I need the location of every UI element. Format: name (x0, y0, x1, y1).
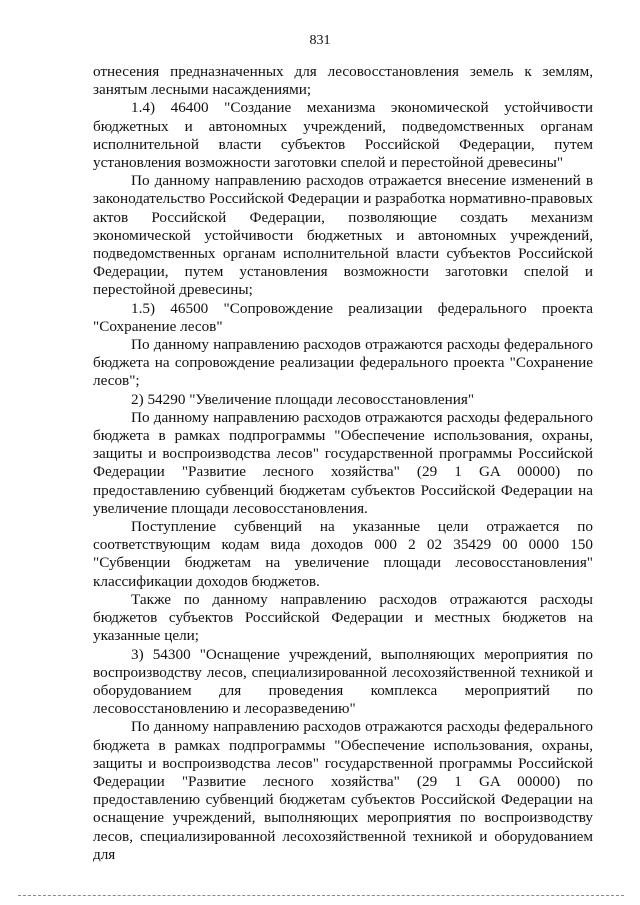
paragraph-item-2-description: По данному направлению расходов отражаются расходы федерального бюджета в рамках подпрограммы "Обеспечение использования, охраны, защиты и воспроизводства лесов" государственной программы Российской Федерации "Развитие лесного хозяйства" (29 1 GA 00000) по предоставлению субвенций бюджетам субъектов Российской Федерации на увеличение площади лесовосстановления. (93, 408, 593, 517)
paragraph-item-2-revenue: Поступление субвенций на указанные цели отражается по соответствующим кодам вида доходов 000 2 02 35429 00 0000 150 "Субвенции бюджетам на увеличение площади лесовосстановления" классификации доходов бюджетов. (93, 518, 593, 590)
page-number: 831 (309, 33, 331, 48)
paragraph-item-2-also: Также по данному направлению расходов отражаются расходы бюджетов субъектов Российской Федерации и местных бюджетов на указанные цели; (93, 590, 593, 645)
paragraph-item-2-heading: 2) 54290 "Увеличение площади лесовосстановления" (131, 390, 475, 408)
document-body (93, 63, 593, 864)
paragraph-continuation: отнесения предназначенных для лесовосстановления земель к землям, занятым лесными насаждениями; (93, 63, 593, 99)
paragraph-item-1-5-heading: 1.5) 46500 "Сопровождение реализации федерального проекта "Сохранение лесов" (93, 299, 593, 335)
scan-edge-line (18, 895, 624, 896)
paragraph-item-3-description: По данному направлению расходов отражаются расходы федерального бюджета в рамках подпрограммы "Обеспечение использования, охраны, защиты и воспроизводства лесов" государственной программы Российской Федерации "Развитие лесного хозяйства" (29 1 GA 00000) по предоставлению субвенций бюджетам субъектов Российской Федерации на оснащение учреждений, выполняющих мероприятия по воспроизводству лесов, специализированной лесохозяйственной техникой и оборудованием для (93, 718, 593, 863)
paragraph-item-1-4-description: По данному направлению расходов отражается внесение изменений в законодательство Российской Федерации и разработка нормативно-правовых актов Российской Федерации, позволяющие создать механизм экономической устойчивости бюджетных и автономных учреждений, подведомственных органам исполнительной власти субъектов Российской Федерации, путем установления возможности заготовки спелой и перестойной древесины; (93, 172, 593, 299)
paragraph-item-1-5-description: По данному направлению расходов отражаются расходы федерального бюджета на сопровождение реализации федерального проекта "Сохранение лесов"; (93, 336, 593, 390)
paragraph-item-1-4-heading: 1.4) 46400 "Создание механизма экономической устойчивости бюджетных и автономных учреждений, подведомственных органам исполнительной власти субъектов Российской Федерации, путем установления возможности заготовки спелой и перестойной древесины" (93, 99, 593, 172)
paragraph-item-3-heading: 3) 54300 "Оснащение учреждений, выполняющих мероприятия по воспроизводству лесов, специализированной лесохозяйственной техникой и оборудованием для проведения комплекса мероприятий по лесовосстановлению и лесоразведению" (93, 645, 593, 718)
